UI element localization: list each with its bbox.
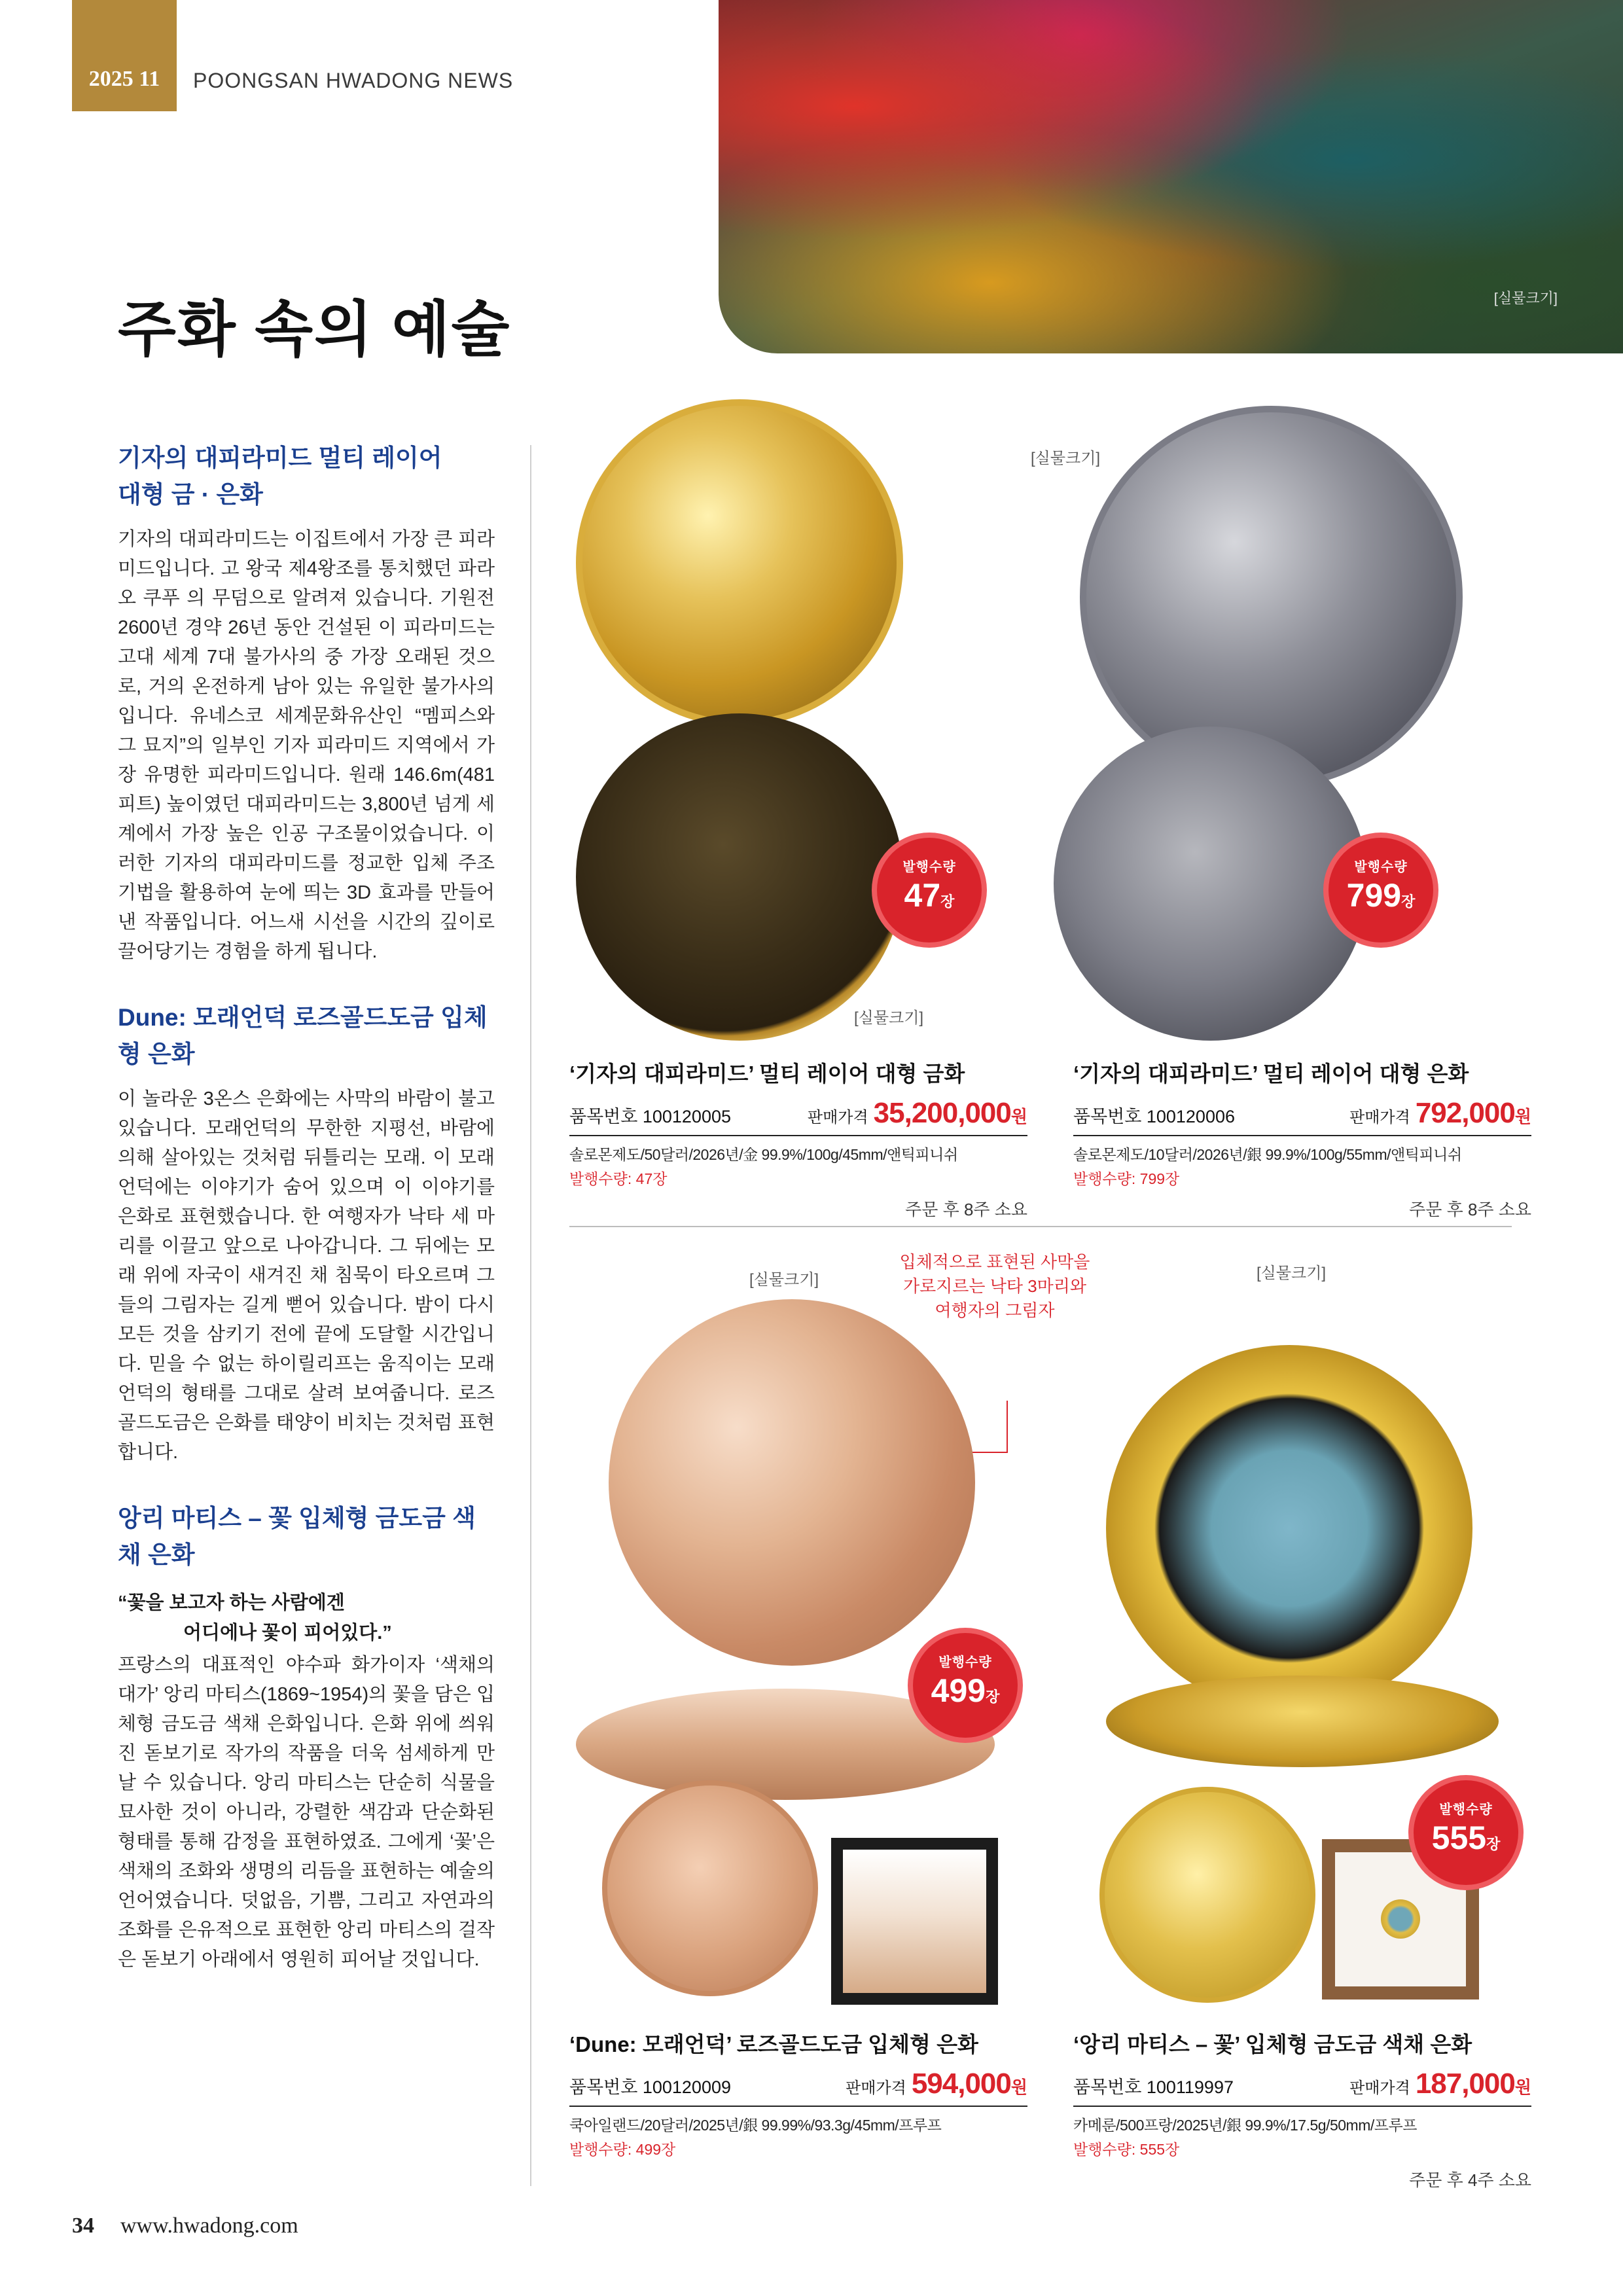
issue-date: 2025 11 [72, 0, 177, 111]
badge-unit: 장 [1401, 893, 1416, 910]
code-label: 품목번호 [1073, 2077, 1142, 2097]
dune-coin-reverse-image [609, 1299, 975, 1666]
badge-unit: 장 [1486, 1836, 1501, 1852]
product-title: ‘Dune: 모래언덕’ 로즈골드도금 입체형 은화 [569, 2032, 978, 2056]
badge-number: 499 [931, 1672, 986, 1709]
silver-pyramid-coin-reverse-image [1080, 406, 1463, 789]
issue-badge-gold-pyramid [877, 838, 982, 942]
badge-label: 발행수량 [902, 860, 956, 874]
section2-heading: Dune: 모래언덕 로즈골드도금 입체형 은화 [118, 1004, 488, 1067]
magazine-name: POONGSAN HWADONG NEWS [193, 69, 514, 92]
section1-heading [118, 440, 495, 513]
column-divider [530, 445, 531, 2186]
actual-size-tag: [실물크기] [1257, 1265, 1327, 1282]
price-unit: 원 [1010, 1107, 1027, 1126]
product-code [569, 2073, 731, 2098]
badge-unit: 장 [986, 1689, 1000, 1705]
product-code [1073, 2073, 1234, 2098]
page-title: 주화 속의 예술 [118, 296, 511, 363]
badge-number: 799 [1346, 877, 1402, 914]
product-spec: 솔로몬제도/10달러/2026년/銀 99.9%/100g/55mm/앤틱피니쉬 [1073, 1146, 1462, 1163]
gold-pyramid-coin-obverse-image [576, 713, 903, 1041]
code-value: 100119997 [1146, 2077, 1234, 2097]
code-label: 품목번호 [569, 2077, 638, 2097]
price-label: 판매가격 [846, 2079, 906, 2097]
matisse-coin-obverse-image [1099, 1787, 1315, 2003]
price-unit: 원 [1514, 1107, 1531, 1126]
product-title: ‘기자의 대피라미드’ 멀티 레이어 대형 금화 [569, 1062, 965, 1086]
section3-quote [118, 1588, 495, 1648]
section1-heading-line1: 기자의 대피라미드 멀티 레이어 [118, 444, 442, 471]
product-issue-qty: 발행수량: 555장 [1073, 2141, 1180, 2158]
product-price [846, 2068, 1027, 2100]
product-price [1349, 2068, 1531, 2100]
product-issue-qty: 발행수량: 499장 [569, 2141, 676, 2158]
price-value: 792,000 [1415, 1097, 1515, 1129]
code-value: 100120005 [642, 1107, 731, 1126]
product-code [1073, 1102, 1235, 1128]
product-price [1349, 1097, 1531, 1130]
banner-image [719, 0, 1623, 353]
banner-caption: [실물크기] [1493, 290, 1558, 306]
price-unit: 원 [1514, 2077, 1531, 2097]
badge-label: 발행수량 [938, 1655, 992, 1670]
dune-coin-obverse-image [602, 1780, 818, 1996]
issue-badge-matisse [1414, 1780, 1518, 1885]
badge-label: 발행수량 [1354, 860, 1408, 874]
badge-label: 발행수량 [1439, 1803, 1493, 1817]
section1-heading-line2: 대형 금 · 은화 [118, 481, 263, 508]
issue-badge-silver-pyramid [1329, 838, 1433, 942]
product-price [808, 1097, 1027, 1130]
section1-body: 기자의 대피라미드는 이집트에서 가장 큰 피라미드입니다. 고 왕국 제4왕조를 통치했던 파라오 쿠푸 의 무덤으로 알려져 있습니다. 기원전 2600년 경약 26년 동안 건설된 이 피라미드는 고대 세계 7대 불가사의 중 가장 오래된 것으로, 거의 온전하게 남아 있는 유일한 불가사의입니다. 유네스코 세계문화유산인 “멤피스와 그 묘지”의 일부인 기자 피라미드 지역에서 가장 유명한 피라미드입니다. 원래 146.6m(481피트) 높이였던 대피라미드는 3,800년 넘게 세계에서 가장 높은 인공 구조물이었습니다. 이러한 기자의 대피라미드를 정교한 입체 주조 기법을 활용하여 눈에 띄는 3D 효과를 만들어낸 작품입니다. 어느새 시선을 시간의 깊이로 끌어당기는 경험을 하게 됩니다. [118, 529, 495, 962]
badge-unit: 장 [940, 893, 955, 910]
badge-number: 555 [1431, 1820, 1487, 1856]
actual-size-tag: [실물크기] [854, 1009, 924, 1027]
product-spec: 솔로몬제도/50달러/2026년/金 99.9%/100g/45mm/앤틱피니쉬 [569, 1146, 958, 1163]
price-label: 판매가격 [1349, 1109, 1410, 1126]
product-issue-qty: 발행수량: 799장 [1073, 1170, 1180, 1187]
code-value: 100120006 [1146, 1107, 1235, 1126]
price-value: 35,200,000 [873, 1097, 1011, 1129]
code-label: 품목번호 [1073, 1107, 1142, 1126]
price-unit: 원 [1010, 2077, 1027, 2097]
page-footer [72, 2214, 298, 2238]
product-title: ‘앙리 마티스 – 꽃’ 입체형 금도금 색채 은화 [1073, 2032, 1472, 2056]
page-number: 34 [72, 2214, 94, 2238]
price-value: 187,000 [1415, 2068, 1515, 2100]
product-spec: 카메룬/500프랑/2025년/銀 99.9%/17.5g/50mm/프루프 [1073, 2117, 1417, 2134]
product-issue-qty: 발행수량: 47장 [569, 1170, 668, 1187]
gold-pyramid-coin-reverse-image [576, 399, 903, 726]
actual-size-tag: [실물크기] [749, 1271, 819, 1289]
product-code [569, 1102, 731, 1128]
product-delivery: 주문 후 8주 소요 [1409, 1200, 1531, 1219]
website-link[interactable]: www.hwadong.com [120, 2214, 298, 2238]
section2-body: 이 놀라운 3온스 은화에는 사막의 바람이 불고 있습니다. 모래언덕의 무한한 지평선, 바람에 의해 살아있는 것처럼 뒤틀리는 모래. 이 모래언덕에는 이야기가 숨어 있으며 이 이야기를 은화로 표현했습니다. 한 여행자가 낙타 세 마리를 이끌고 앞으로 나아갑니다. 그 뒤에는 모래 위에 자국이 새겨진 채 침묵이 타오르며 그들의 그림자는 길게 뻗어 있습니다. 밤이 다시 모든 것을 삼키기 전에 끝에 도달할 시간입니다. 믿을 수 없는 하이릴리프는 움직이는 모래 언덕의 형태를 그대로 살려 보여줍니다. 로즈골드도금은 은화를 태양이 비치는 것처럼 표현합니다. [118, 1088, 495, 1463]
dune-annotation: 입체적으로 표현된 사막을 가로지르는 낙타 3마리와 여행자의 그림자 [899, 1252, 1090, 1320]
code-label: 품목번호 [569, 1107, 638, 1126]
product-silver-pyramid [1073, 1057, 1531, 1221]
product-gold-pyramid [569, 1057, 1027, 1221]
product-delivery: 주문 후 8주 소요 [905, 1200, 1027, 1219]
product-spec: 쿡아일랜드/20달러/2025년/銀 99.99%/93.3g/45mm/프루프 [569, 2117, 942, 2134]
badge-number: 47 [904, 877, 941, 914]
product-matisse [1073, 2028, 1531, 2191]
price-label: 판매가격 [1349, 2079, 1410, 2097]
product-dune [569, 2028, 1027, 2159]
product-delivery: 주문 후 4주 소요 [1409, 2170, 1531, 2190]
dune-coin-frame-image [831, 1838, 998, 2005]
matisse-coin-side-image [1106, 1676, 1499, 1767]
price-value: 594,000 [911, 2068, 1011, 2100]
article-column [118, 440, 495, 1975]
matisse-coin-image [1106, 1345, 1472, 1712]
quote-line1: “꽃을 보고자 하는 사람에겐 [118, 1592, 345, 1613]
row-divider [569, 1226, 1512, 1227]
silver-pyramid-coin-obverse-image [1054, 726, 1368, 1041]
section3-heading: 앙리 마티스 – 꽃 입체형 금도금 색채 은화 [118, 1505, 476, 1568]
code-value: 100120009 [642, 2077, 731, 2097]
product-title: ‘기자의 대피라미드’ 멀티 레이어 대형 은화 [1073, 1062, 1469, 1086]
issue-badge-dune [913, 1633, 1018, 1738]
section3-body: 프랑스의 대표적인 야수파 화가이자 ‘색채의 대가’ 앙리 마티스(1869~1954)의 꽃을 담은 입체형 금도금 색채 은화입니다. 은화 위에 씌워진 돋보기로 작가의 작품을 더욱 섬세하게 만날 수 있습니다. 앙리 마티스는 단순히 식물을 묘사한 것이 아니라, 강렬한 색감과 단순화된 형태를 통해 감정을 표현하였죠. 그에게 ‘꽃’은 색채의 조화와 생명의 리듬을 표현하는 예술의 언어였습니다. 덧없음, 기쁨, 그리고 자연과의 조화를 은유적으로 표현한 앙리 마티스의 걸작은 돋보기 아래에서 영원히 피어날 것입니다. [118, 1655, 495, 1970]
actual-size-tag: [실물크기] [1031, 450, 1101, 467]
quote-line2: 어디에나 꽃이 피어있다.” [183, 1623, 392, 1643]
price-label: 판매가격 [807, 1109, 868, 1126]
